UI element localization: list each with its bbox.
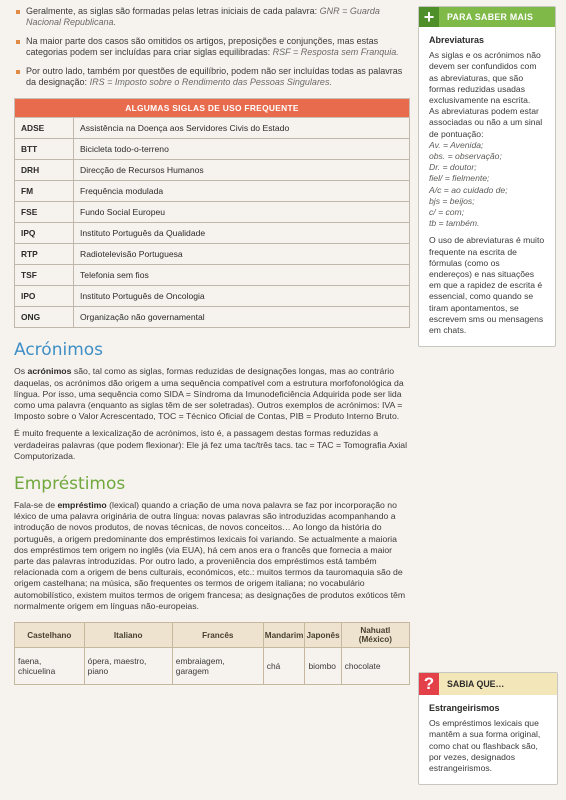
abreviaturas-text: As siglas e os acrónimos não devem ser confundidos com as abreviaturas, que são formas reduzidas usadas exclusivamente na escrita.: [429, 50, 541, 106]
bullet-item: Por outro lado, também por questões de equilíbrio, podem não ser incluídas todas as palavras da designação: IRS = Imposto sobre o Rendimento das Pessoas Singulares.: [14, 66, 410, 89]
bullet-item: Na maior parte dos casos são omitidos os artigos, preposições e conjunções, mas estas categorias podem ser incluídas para criar siglas equilibradas: RSF = Resposta sem Franquia.: [14, 36, 410, 59]
abreviaturas-title: Abreviaturas: [429, 35, 485, 45]
table-header-row: [15, 623, 410, 648]
table-cell: faena, chicuelina: [15, 648, 85, 685]
sigla-cell: FSE: [15, 202, 74, 223]
abbr-example: c/ = com;: [429, 207, 465, 218]
column-header: Mandarim: [263, 623, 305, 648]
sabia-que-title: SABIA QUE…: [447, 679, 505, 689]
emprestimos-heading: Empréstimos: [14, 474, 126, 495]
sidebar: [418, 6, 556, 774]
table-row: [15, 307, 410, 328]
table-row: [15, 202, 410, 223]
siglas-table: [14, 98, 410, 328]
bullet-list: [14, 6, 410, 88]
acronimos-heading: Acrónimos: [14, 340, 104, 361]
table-row: [15, 118, 410, 139]
column-header: Francês: [172, 623, 263, 648]
meaning-cell: Instituto Português de Oncologia: [74, 286, 410, 307]
emprestimos-paragraph: Fala-se de empréstimo (lexical) quando a criação de uma nova palavra se faz por incorporação no léxico de uma palavra originária de outra língua: novas palavras são introduzidas acompanhando a introdução de novos produtos, de novas técnicas, de novos conceitos… Ao longo da história do português, a origem predominante dos empréstimos lexicais foi variando. Se actualmente a maioria dos empréstimos tem origem no inglês (via EUA), há cem anos era o francês que fornecia a maior parte das palavras introduzidas. Por outro lado, a proveniência dos empréstimos está também relacionada com a origem de bens culturais, económicos, etc.: muitos termos da tauromaquia são de origem castelhana; na música, são frequentes os termos de origem italiana; no vocabulário automobilístico, existem muitos termos de origem francesa; as designações de produtos exóticos têm normalmente origem em línguas não-europeias.: [14, 500, 406, 611]
emprestimo-term: empréstimo: [57, 500, 107, 511]
sigla-cell: IPQ: [15, 223, 74, 244]
column-header: Castelhano: [15, 623, 85, 648]
question-icon: ?: [419, 673, 439, 695]
bullet-example: IRS = Imposto sobre o Rendimento das Pessoas Singulares.: [89, 77, 332, 88]
acronimos-paragraph-2: É muito frequente a lexicalização de acrónimos, isto é, a passagem destas formas reduzidas a verdadeiras palavras (que podem flexionar): Ele já fez uma tac/três tacs. tac = TAC = Tomografia Axial Computorizada.: [14, 428, 408, 461]
abreviaturas-text-3: O uso de abreviaturas é muito frequente na escrita de fórmulas (como os endereços) e nas situações em que a rapidez de escrita é essencial, como quando se tiram apontamentos, se escrevem sms ou mensagens em chats.: [429, 235, 545, 336]
meaning-cell: Radiotelevisão Portuguesa: [74, 244, 410, 265]
abbr-example: fiel/ = fielmente;: [429, 173, 490, 184]
sigla-cell: ADSE: [15, 118, 74, 139]
meaning-cell: Assistência na Doença aos Servidores Civis do Estado: [74, 118, 410, 139]
meaning-cell: Instituto Português da Qualidade: [74, 223, 410, 244]
meaning-cell: Direcção de Recursos Humanos: [74, 160, 410, 181]
sigla-cell: ONG: [15, 307, 74, 328]
column-header: Nahuatl (México): [341, 623, 409, 648]
sabia-que-header: [419, 673, 557, 695]
para-saber-mais-content: [419, 27, 555, 346]
abbr-example: A/c = ao cuidado de;: [429, 184, 508, 195]
abbr-example: Dr. = doutor;: [429, 162, 477, 173]
acronimos-term: acrónimos: [27, 366, 72, 377]
sigla-cell: BTT: [15, 139, 74, 160]
abbr-example: Av. = Avenida;: [429, 139, 484, 150]
sigla-cell: IPO: [15, 286, 74, 307]
table-row: [15, 265, 410, 286]
main-column: [14, 6, 410, 685]
abbr-example: bjs = beijos;: [429, 195, 475, 206]
meaning-cell: Telefonia sem fios: [74, 265, 410, 286]
meaning-cell: Bicicleta todo-o-terreno: [74, 139, 410, 160]
table-cell: embraiagem, garagem: [172, 648, 263, 685]
table-row: [15, 286, 410, 307]
bullet-example: RSF = Resposta sem Franquia.: [272, 47, 399, 58]
sigla-cell: TSF: [15, 265, 74, 286]
table-row: [15, 223, 410, 244]
languages-table: [14, 622, 410, 685]
bullet-example: GNR = Guarda Nacional Republicana.: [26, 6, 380, 28]
table-row: [15, 244, 410, 265]
sabia-que-content: [419, 695, 557, 784]
table-cell: chá: [263, 648, 305, 685]
abbr-example: obs. = observação;: [429, 151, 502, 162]
column-header: Italiano: [84, 623, 172, 648]
sabia-que-box: [418, 672, 558, 785]
abbr-example: tb = também.: [429, 218, 480, 229]
para-saber-mais-header: [419, 7, 555, 27]
column-header: Japonês: [305, 623, 341, 648]
meaning-cell: Organização não governamental: [74, 307, 410, 328]
table-row: [15, 181, 410, 202]
table-cell: ópera, maestro, piano: [84, 648, 172, 685]
sigla-cell: RTP: [15, 244, 74, 265]
table-row: [15, 139, 410, 160]
table-row: [15, 648, 410, 685]
meaning-cell: Fundo Social Europeu: [74, 202, 410, 223]
estrangeirismos-text: Os empréstimos lexicais que mantêm a sua forma original, como chat ou flashback são, por vezes, designados estrangeirismos.: [429, 718, 541, 774]
sigla-cell: FM: [15, 181, 74, 202]
sigla-cell: DRH: [15, 160, 74, 181]
plus-icon: +: [419, 7, 439, 27]
abreviaturas-text-2: As abreviaturas podem estar associadas ou não a um sinal de pontuação:: [429, 106, 543, 139]
table-cell: biombo: [305, 648, 341, 685]
estrangeirismos-title: Estrangeirismos: [429, 703, 500, 713]
bullet-item: Geralmente, as siglas são formadas pelas letras iniciais de cada palavra: GNR = Guarda Nacional Republicana.: [14, 6, 410, 29]
meaning-cell: Frequência modulada: [74, 181, 410, 202]
para-saber-mais-box: [418, 6, 556, 347]
acronimos-paragraph: Os acrónimos são, tal como as siglas, formas reduzidas de designações longas, mas ao contrário daquelas, os acrónimos dão origem a uma sequência compatível com a estrutura morfofonológica da língua. Por isso, uma sequência como SIDA = Síndroma da Imunodeficiência Adquirida pode ser lida como uma palavra (enquanto as siglas têm de ser soletradas). Outros exemplos de acrónimos: IVA = Imposto sobre o Valor Acrescentado, TOC = Técnico Oficial de Contas, PIB = Produto Interno Bruto.: [14, 366, 404, 422]
siglas-table-title: ALGUMAS SIGLAS DE USO FREQUENTE: [15, 99, 410, 118]
table-cell: chocolate: [341, 648, 409, 685]
table-row: [15, 160, 410, 181]
para-saber-mais-title: PARA SABER MAIS: [447, 12, 534, 22]
